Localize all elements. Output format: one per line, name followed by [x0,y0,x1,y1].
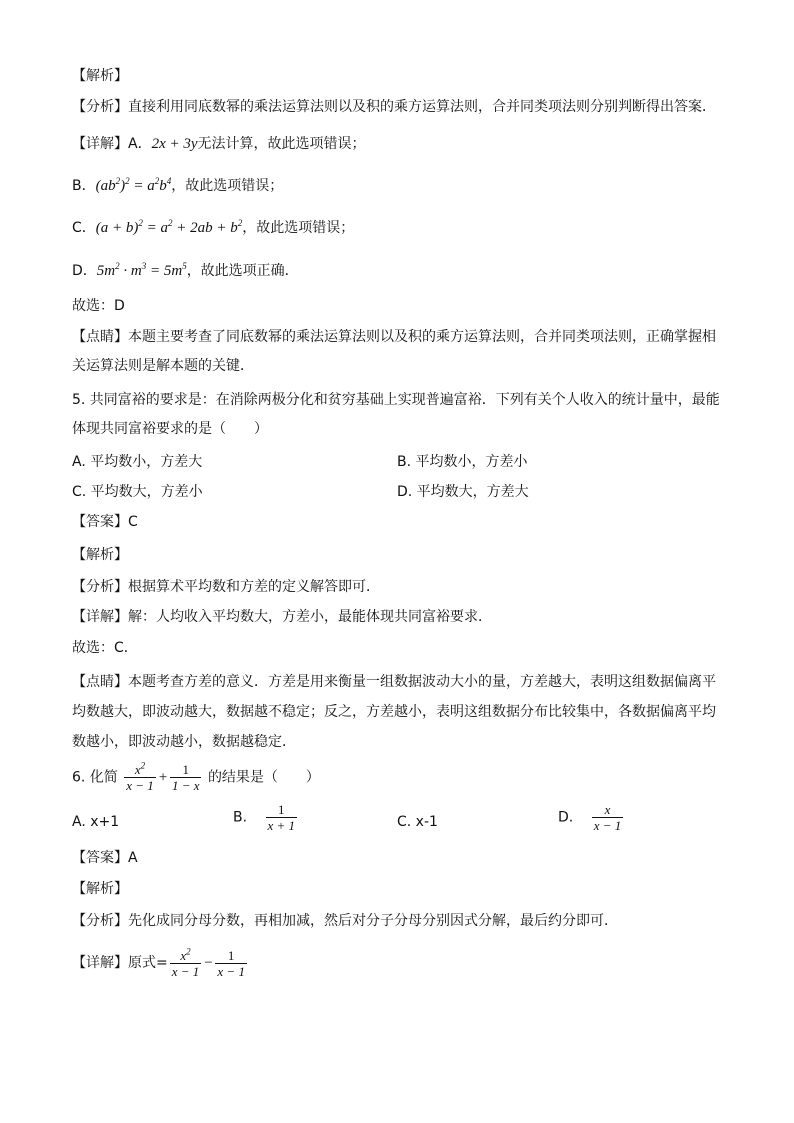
answer-line-6: 【答案】A [72,850,138,866]
detail-a-prefix: 【详解】A． [72,136,152,152]
expr-a: 2x + 3y [151,136,198,152]
question-5-line-a: 5. 共同富裕的要求是：在消除两极分化和贫穷基础上实现普遍富裕．下列有关个人收入的统计量中，最能 [72,392,720,408]
fraction-1-over-x-plus-1: $\frac{1}{x + 1}$ [267,802,296,833]
comment-line-5b: 均数越大，即波动越大，数据越不稳定；反之，方差越小，表明这组数据分布比较集中，各数据偏离平均 [72,704,716,720]
detail-6-prefix: 【详解】原式= [72,955,168,971]
fraction-x2-over-x-minus-1-b: $\frac{x^2}{x - 1}$ [171,946,200,979]
detail-line-6: 【详解】原式= $\frac{x^2}{x - 1}$ − $\frac{1}{x - 1}$ [72,946,245,979]
q6-option-b [233,802,299,833]
question-5-line-b: 体现共同富裕要求的是（ ） [72,421,268,437]
fraction-1-over-1-minus-x: $\frac{1}{1 - x}$ [171,762,200,793]
detail-b-suffix: ，故此选项错误； [171,178,284,194]
detail-d-suffix: ，故此选项正确． [186,263,299,279]
detail-d-prefix: D． [72,263,97,279]
detail-line-d [72,261,722,281]
expr-c: $(a + b)^2 = a^2 + 2ab + b^2$ [95,218,243,236]
analysis-heading-6: 【解析】 [72,881,128,897]
choice-line-5: 故选：C． [72,640,138,656]
expr-d: $5m^2 \cdot m^3 = 5m^5$ [96,261,187,279]
q6-option-d [558,802,625,833]
comment-line-5a: 【点睛】本题考查方差的意义．方差是用来衡量一组数据波动大小的量，方差越大，表明这组数据偏离平 [72,674,716,690]
q6-option-d-label: D. [558,809,574,826]
q5-option-d: D. 平均数大，方差大 [397,484,529,500]
q6-suffix: 的结果是（ ） [207,769,320,786]
analysis-line-6: 【分析】先化成同分母分数，再相加减，然后对分子分母分别因式分解，最后约分即可． [72,913,618,929]
q6-prefix: 6. 化简 [72,769,118,786]
analysis-line-1: 【分析】直接利用同底数幂的乘法运算法则以及积的乘方运算法则，合并同类项法则分别判断得出答案． [72,99,716,115]
detail-c-prefix: C． [72,220,96,236]
choice-line-1: 故选：D [72,298,125,314]
detail-line-a [72,134,722,154]
q6-option-a: A. x+1 [72,814,120,830]
fraction-1-over-x-minus-1: $\frac{1}{x - 1}$ [217,947,245,979]
detail-c-suffix: ，故此选项错误； [242,220,355,236]
q6-option-c: C. x-1 [397,814,438,830]
comment-line-1b: 关运算法则是解本题的关键． [72,358,254,374]
comment-line-1a: 【点睛】本题主要考查了同底数幂的乘法运算法则以及积的乘方运算法则，合并同类项法则，正确掌握相 [72,329,716,345]
q5-option-b: B. 平均数小，方差小 [397,454,528,470]
analysis-heading-1: 【解析】 [72,68,128,84]
comment-line-5c: 数越小，即波动越小，数据越稳定． [72,734,296,750]
q6-option-b-label: B. [233,809,248,826]
q5-option-a: A. 平均数小，方差大 [72,454,203,470]
fraction-x2-over-x-minus-1: $\frac{x^2}{x - 1}$ [126,760,154,793]
expr-b: $(ab^2)^2 = a^2b^4$ [95,176,172,194]
analysis-line-5: 【分析】根据算术平均数和方差的定义解答即可． [72,579,380,595]
detail-line-5: 【详解】解：人均收入平均数大，方差小，最能体现共同富裕要求． [72,609,492,625]
q5-option-c: C. 平均数大，方差小 [72,484,203,500]
question-6-line: 6. 化简 $\frac{x^2}{x - 1}$ + $\frac{1}{1 - x}$ 的结果是（ ） [72,760,320,793]
analysis-heading-5: 【解析】 [72,547,128,563]
detail-line-c [72,218,722,238]
detail-line-b [72,176,722,196]
answer-line-5: 【答案】C [72,514,138,530]
detail-a-suffix: 无法计算，故此选项错误； [197,136,366,152]
detail-b-prefix: B． [72,178,96,194]
fraction-x-over-x-minus-1: $\frac{x}{x - 1}$ [593,802,622,833]
